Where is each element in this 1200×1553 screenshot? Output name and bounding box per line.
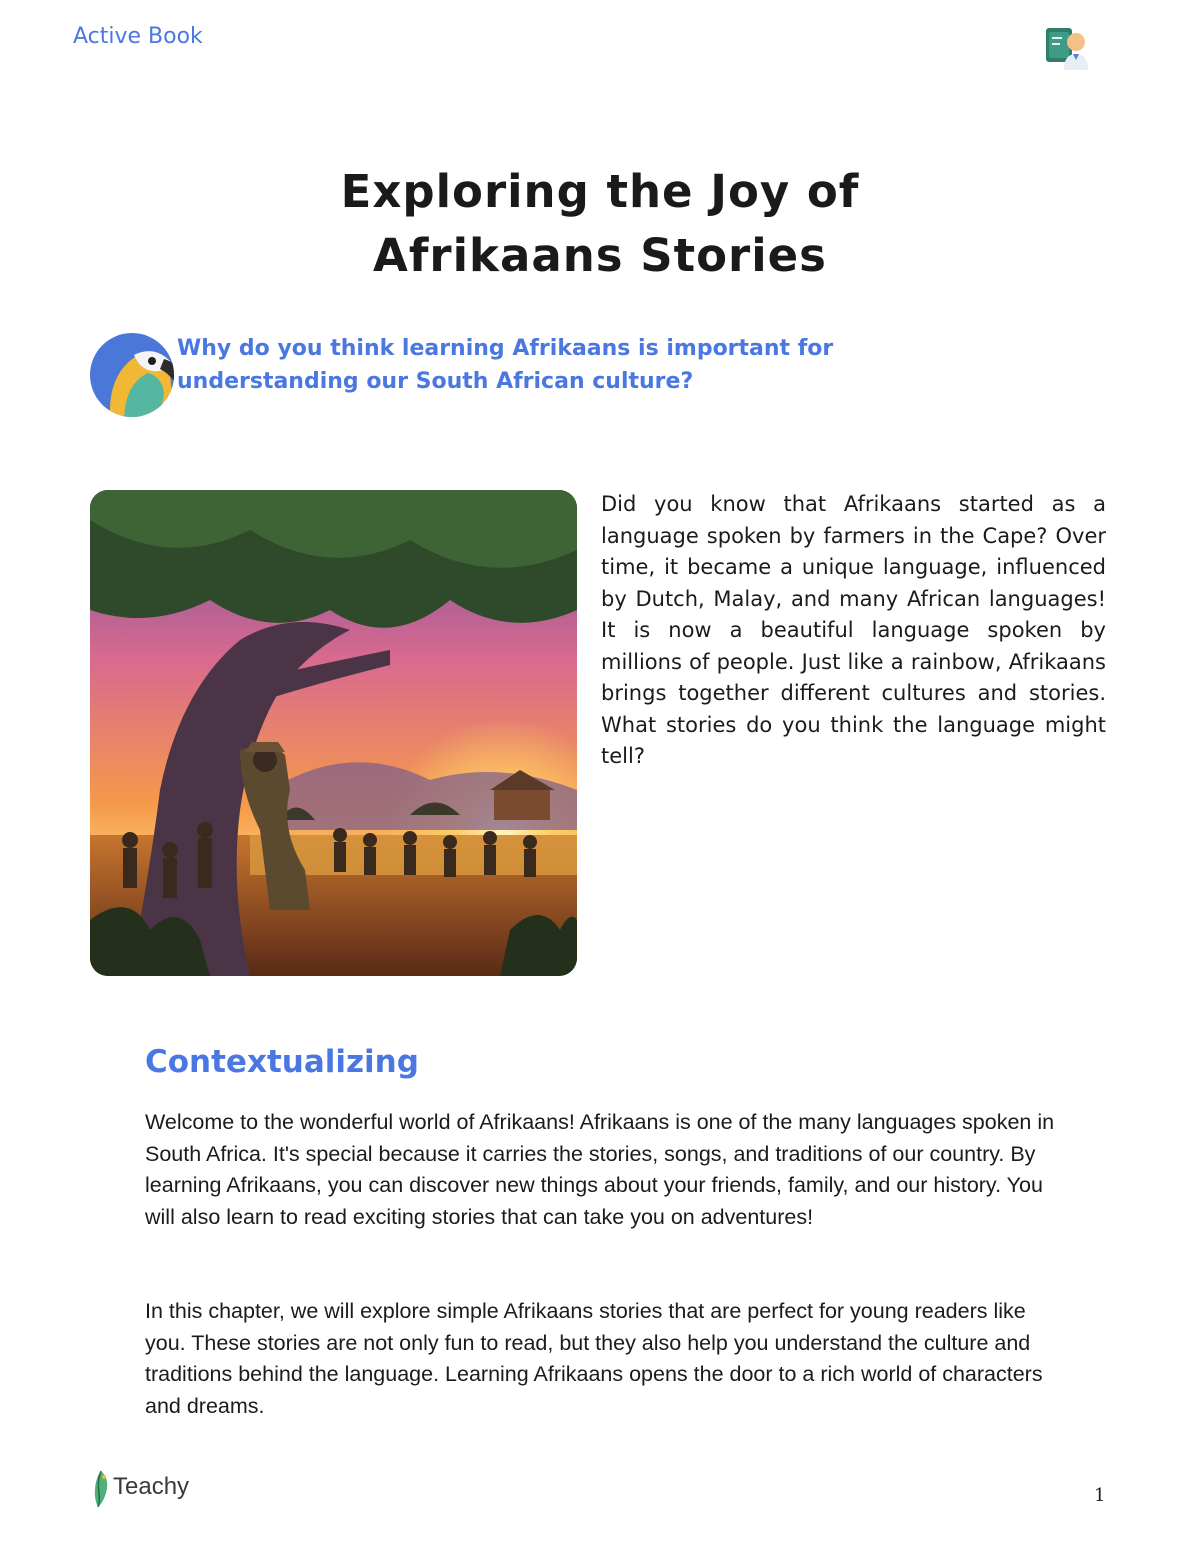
storyteller-illustration <box>90 490 577 976</box>
page-number: 1 <box>1094 1485 1106 1506</box>
parrot-avatar-icon <box>90 333 174 417</box>
header-label: Active Book <box>73 24 203 49</box>
teachy-leaf-logo-icon <box>90 1469 112 1509</box>
intro-paragraph: Did you know that Afrikaans started as a language spoken by farmers in the Cape? Over time, it became a unique language, influenced by Dutch, Malay, and many African languages! It is now a beautiful language spoken by millions of people. Just like a rainbow, Afrikaans brings together different cultures and stories. What stories do you think the language might tell? <box>601 492 1106 768</box>
title-line-2: Afrikaans Stories <box>373 229 827 282</box>
footer-brand: Teachy <box>113 1473 190 1500</box>
body-paragraph-2: In this chapter, we will explore simple Afrikaans stories that are perfect for young readers like you. These stories are not only fun to read, but they also help you understand the culture and traditions behind the language. Learning Afrikaans opens the door to a rich world of characters and dreams. <box>145 1299 1043 1418</box>
section-heading: Contextualizing <box>145 1044 419 1080</box>
teacher-icon <box>1044 24 1090 70</box>
guiding-question: Why do you think learning Afrikaans is important for understanding our South African culture? <box>177 336 834 394</box>
title-line-1: Exploring the Joy of <box>340 165 860 218</box>
body-paragraph-1: Welcome to the wonderful world of Afrikaans! Afrikaans is one of the many languages spoken in South Africa. It's special because it carries the stories, songs, and traditions of our country. By learning Afrikaans, you can discover new things about your friends, family, and our history. You will also learn to read exciting stories that can take you on adventures! <box>145 1110 1055 1229</box>
page-title <box>0 160 1200 288</box>
